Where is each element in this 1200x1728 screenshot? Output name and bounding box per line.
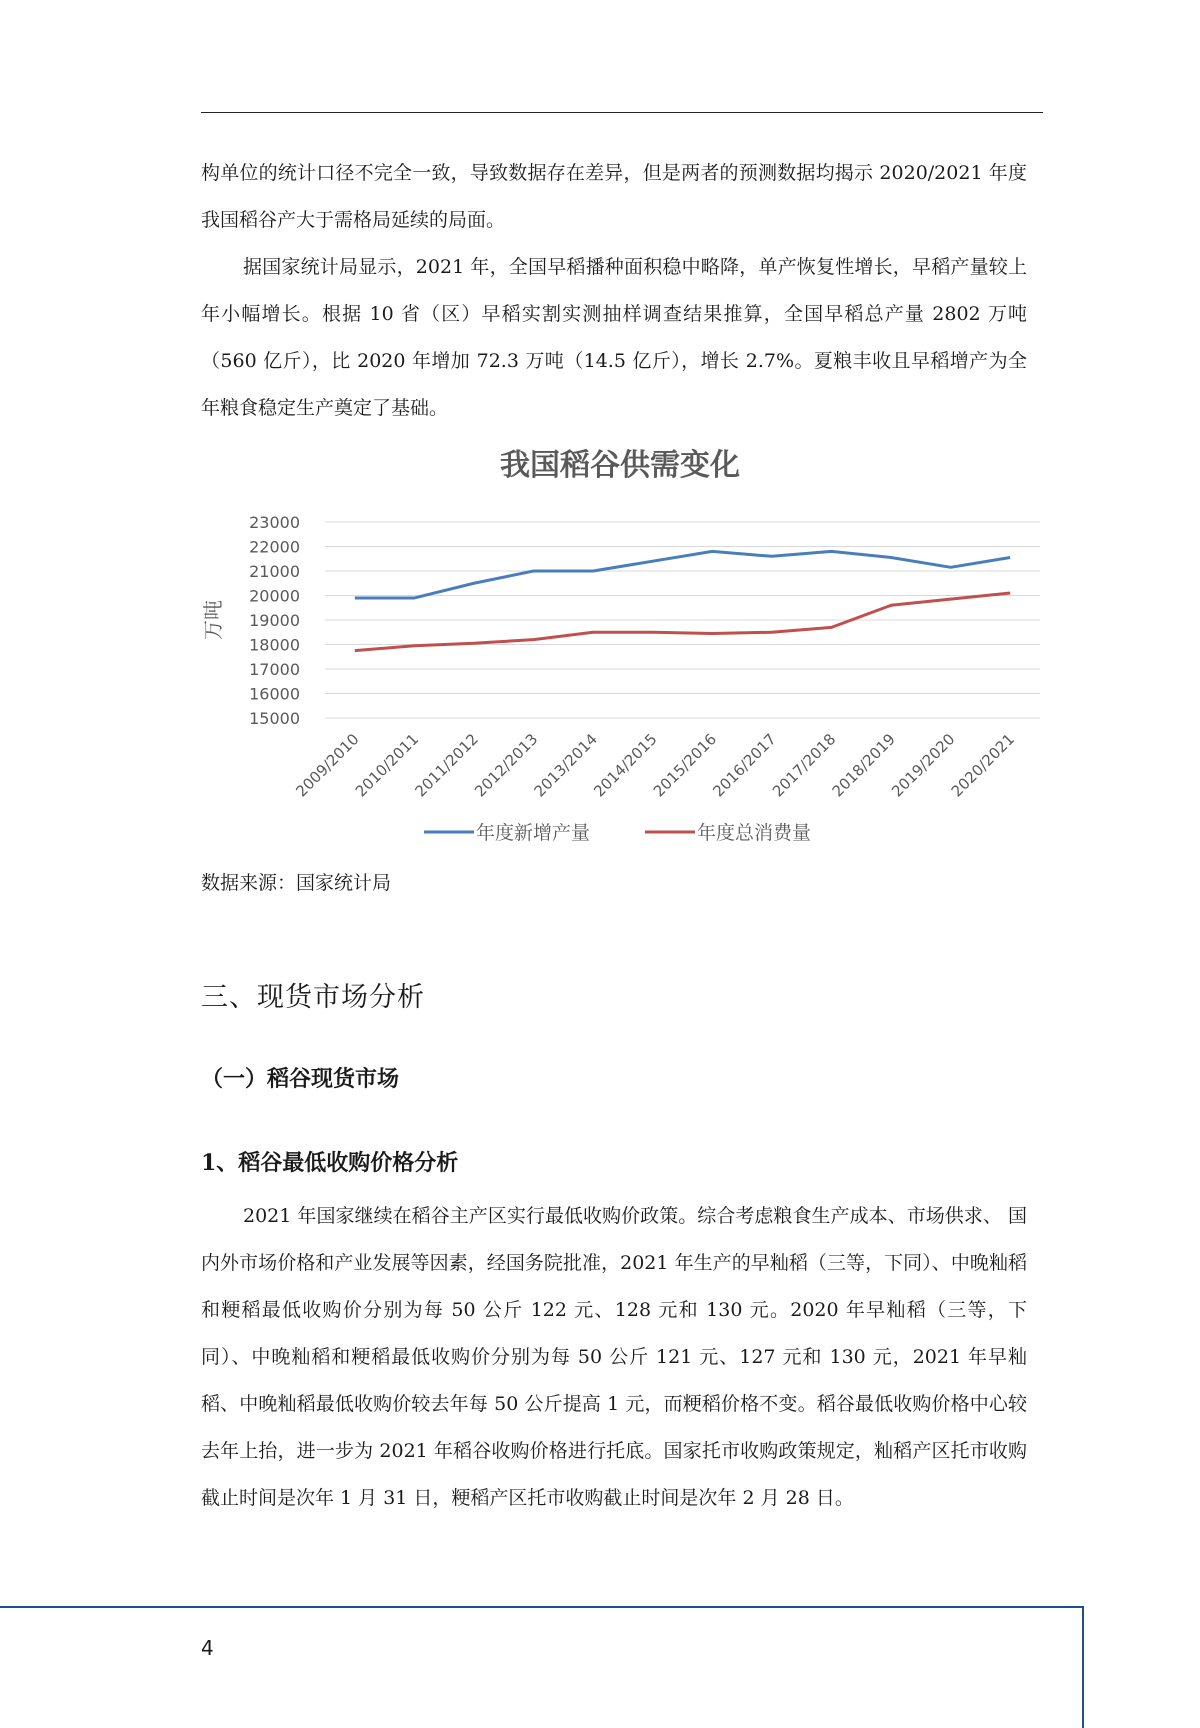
section-heading: 三、现货市场分析 bbox=[201, 982, 425, 1013]
y-tick-label: 15000 bbox=[249, 709, 300, 728]
subsubsection-heading: 1、稻谷最低收购价格分析 bbox=[201, 1150, 459, 1176]
x-tick-label: 2012/2013 bbox=[471, 730, 542, 801]
y-tick-label: 21000 bbox=[249, 562, 300, 581]
paragraph-3: 2021 年国家继续在稻谷主产区实行最低收购价政策。综合考虑粮食生产成本、市场供求、 国内外市场价格和产业发展等因素，经国务院批准，2021 年生产的早籼稻（三等，下同）、中晚籼稻和粳稻最低收购价分别为每 50 公斤 122 元、128 元和 130 元。2020 年早籼稻（三等，下同）、中晚籼稻和粳稻最低收购价分别为每 50 公斤 121 元、127 元和 130 元，2021 年早籼稻、中晚籼稻最低收购价较去年每 50 公斤提高 1 元，而粳稻价格不变。稻谷最低收购价格中心较去年上抬，进一步为 2021 年稻谷收购价格进行托底。国家托市收购政策规定，籼稻产区托市收购截止时间是次年 1 月 31 日，粳稻产区托市收购截止时间是次年 2 月 28 日。 bbox=[201, 1205, 1027, 1509]
x-tick-label: 2013/2014 bbox=[530, 730, 601, 801]
supply-demand-chart bbox=[200, 440, 1060, 860]
page-number: 4 bbox=[201, 1636, 214, 1660]
chart-title: 我国稻谷供需变化 bbox=[500, 448, 740, 483]
x-tick-label: 2017/2018 bbox=[768, 730, 840, 801]
series-line bbox=[355, 551, 1010, 598]
x-tick-label: 2009/2010 bbox=[292, 730, 363, 801]
x-tick-label: 2019/2020 bbox=[888, 730, 959, 801]
y-tick-label: 16000 bbox=[249, 684, 300, 704]
chart-y-axis-label: 万吨 bbox=[201, 600, 225, 640]
paragraph-1: 构单位的统计口径不完全一致，导致数据存在差异，但是两者的预测数据均揭示 2020/2021 年度我国稻谷产大于需格局延续的局面。 bbox=[201, 162, 1027, 231]
x-tick-label: 2016/2017 bbox=[709, 730, 780, 801]
y-tick-label: 22000 bbox=[249, 537, 300, 557]
subsection-heading: （一）稻谷现货市场 bbox=[201, 1066, 400, 1092]
x-tick-label: 2015/2016 bbox=[649, 730, 721, 801]
series-line bbox=[355, 593, 1010, 651]
legend-label: 年度新增产量 bbox=[476, 822, 591, 844]
y-tick-label: 17000 bbox=[249, 660, 300, 679]
x-tick-label: 2011/2012 bbox=[411, 730, 482, 801]
legend-label: 年度总消费量 bbox=[697, 822, 812, 844]
x-tick-label: 2014/2015 bbox=[590, 730, 661, 801]
chart-svg bbox=[200, 440, 1060, 860]
y-tick-label: 20000 bbox=[249, 586, 300, 606]
paragraph-2: 据国家统计局显示，2021 年，全国早稻播种面积稳中略降，单产恢复性增长，早稻产量较上年小幅增长。根据 10 省（区）早稻实割实测抽样调查结果推算，全国早稻总产量 2802 万吨（560 亿斤），比 2020 年增加 72.3 万吨（14.5 亿斤），增长 2.7%。夏粮丰收且早稻增产为全年粮食稳定生产奠定了基础。 bbox=[201, 256, 1027, 419]
data-source-note: 数据来源：国家统计局 bbox=[201, 872, 392, 894]
x-tick-label: 2018/2019 bbox=[828, 730, 899, 801]
y-tick-label: 23000 bbox=[249, 513, 300, 532]
header-rule bbox=[201, 112, 1043, 113]
y-tick-label: 18000 bbox=[249, 635, 300, 655]
y-tick-label: 19000 bbox=[249, 611, 300, 630]
footer-frame bbox=[0, 1606, 1084, 1728]
x-tick-label: 2010/2011 bbox=[351, 730, 423, 801]
x-tick-label: 2020/2021 bbox=[947, 730, 1019, 801]
